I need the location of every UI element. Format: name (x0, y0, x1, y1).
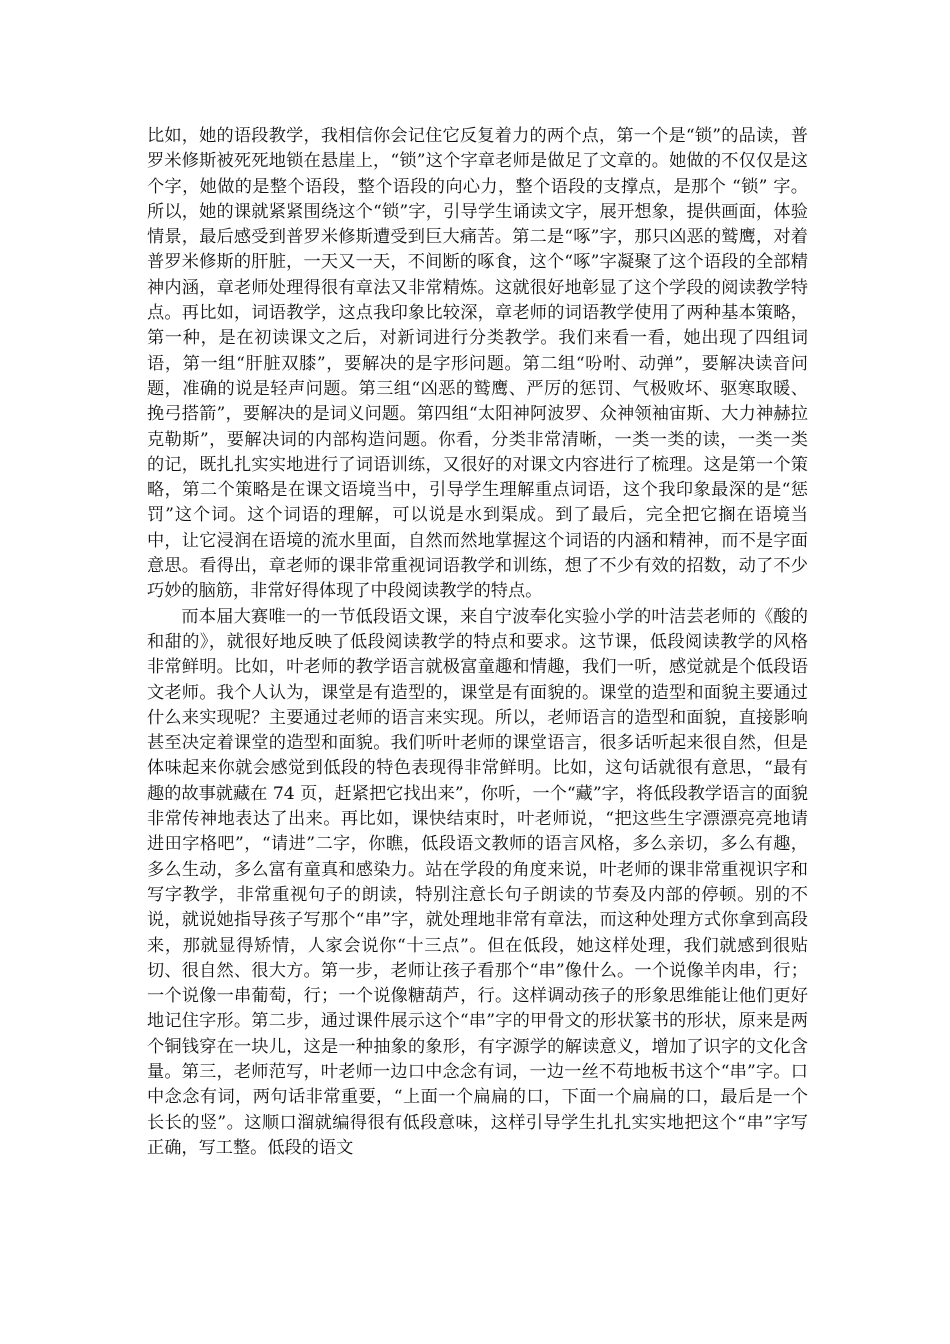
document-body (147, 124, 808, 1161)
paragraph-2: 而本届大赛唯一的一节低段语文课，来自宁波奉化实验小学的叶洁芸老师的《酸的和甜的》，就很好地反映了低段阅读教学的特点和要求。这节课，低段阅读教学的风格非常鲜明。比如，叶老师的教学语言就极富童趣和情趣，我们一听，感觉就是个低段语文老师。我个人认为，课堂是有造型的，课堂是有面貌的。课堂的造型和面貌主要通过什么来实现呢？主要通过老师的语言来实现。所以，老师语言的造型和面貌，直接影响甚至决定着课堂的造型和面貌。我们听叶老师的课堂语言，很多话听起来很自然，但是体味起来你就会感觉到低段的特色表现得非常鲜明。比如，这句话就很有意思，“最有趣的故事就藏在 74 页，赶紧把它找出来”，你听，一个“藏”字，将低段教学语言的面貌非常传神地表达了出来。再比如，课快结束时，叶老师说，“把这些生字漂漂亮亮地请进田字格吧”，“请进”二字，你瞧，低段语文教师的语言风格，多么亲切，多么有趣，多么生动，多么富有童真和感染力。站在学段的角度来说，叶老师的课非常重视识字和写字教学，非常重视句子的朗读，特别注意长句子朗读的节奏及内部的停顿。别的不说，就说她指导孩子写那个“串”字，就处理地非常有章法，而这种处理方式你拿到高段来，那就显得矫情，人家会说你“十三点”。但在低段，她这样处理，我们就感到很贴切、很自然、很大方。第一步，老师让孩子看那个“串”像什么。一个说像羊肉串，行；一个说像一串葡萄，行；一个说像糖葫芦，行。这样调动孩子的形象思维能让他们更好地记住字形。第二步，通过课件展示这个“串”字的甲骨文的形状篆书的形状，原来是两个铜钱穿在一块儿，这是一种抽象的象形，有字源学的解读意义，增加了识字的文化含量。第三，老师范写，叶老师一边口中念念有词，一边一丝不苟地板书这个“串”字。口中念念有词，两句话非常重要，“上面一个扁扁的口，下面一个扁扁的口，最后是一个长长的竖”。这顺口溜就编得很有低段意味，这样引导学生扎扎实实地把这个“串”字写正确，写工整。低段的语文 (147, 606, 808, 1158)
paragraph-1: 比如，她的语段教学，我相信你会记住它反复着力的两个点，第一个是“锁”的品读，普罗米修斯被死死地锁在悬崖上，“锁”这个字章老师是做足了文章的。她做的不仅仅是这个字，她做的是整个语段，整个语段的向心力，整个语段的支撑点，是那个 “锁” 字。所以，她的课就紧紧围绕这个“锁”字，引导学生诵读文字，展开想象，提供画面，体验情景，最后感受到普罗米修斯遭受到巨大痛苦。第二是“啄”字，那只凶恶的鹫鹰，对着普罗米修斯的肝脏，一天又一天，不间断的啄食，这个“啄”字凝聚了这个语段的全部精神内涵，章老师处理得很有章法又非常精炼。这就很好地彰显了这个学段的阅读教学特点。再比如，词语教学，这点我印象比较深，章老师的词语教学使用了两种基本策略，第一种，是在初读课文之后，对新词进行分类教学。我们来看一看，她出现了四组词语，第一组“肝脏双膝”，要解决的是字形问题。第二组“吩咐、动弹”，要解决读音问题，准确的说是轻声问题。第三组“凶恶的鹫鹰、严厉的惩罚、气极败坏、驱寒取暖、挽弓搭箭”，要解决的是词义问题。第四组“太阳神阿波罗、众神领袖宙斯、大力神赫拉克勒斯”，要解决词的内部构造问题。你看，分类非常清晰，一类一类的读，一类一类的记，既扎扎实实地进行了词语训练，又很好的对课文内容进行了梳理。这是第一个策略，第二个策略是在课文语境当中，引导学生理解重点词语，这个我印象最深的是“惩罚”这个词。这个词语的理解，可以说是水到渠成。到了最后，完全把它搁在语境当中，让它浸润在语境的流水里面，自然而然地掌握这个词语的内涵和精神，而不是字面意思。看得出，章老师的课非常重视词语教学和训练，想了不少有效的招数，动了不少巧妙的脑筋，非常好得体现了中段阅读教学的特点。 (147, 126, 808, 602)
